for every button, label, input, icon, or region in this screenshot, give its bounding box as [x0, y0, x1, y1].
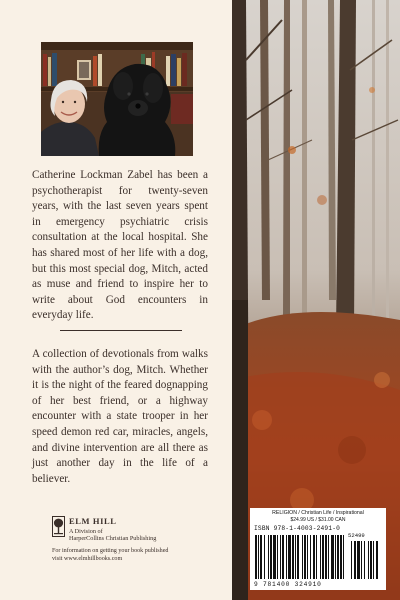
publisher-name: ELM HILL	[69, 516, 117, 526]
author-photo	[41, 42, 193, 156]
publisher-website[interactable]: visit www.elmhillbooks.com	[52, 556, 123, 562]
author-bio: Catherine Lockman Zabel has been a psychotherapist for twenty-seven years, with the last seven years spent in emergency psychiatric crisis consultation at the local hospital. She has shared most of her life with a dog, but this most special dog, Mitch, acted as muse and friend to inspire her to write about God encounters in everyday life.	[32, 169, 208, 322]
barcode-icon	[255, 535, 381, 581]
publisher-parent: HarperCollins Christian Publishing	[69, 535, 157, 542]
price-addon-digits: 52499	[348, 532, 365, 539]
book-blurb: A collection of devotionals from walks with the author’s dog, Mitch. Whether it is the night of the feared dognapping of her best friend, or a highway encounter with a state trooper in her speed demon red car, miracles, angels, and divine intervention are all there as just another day in the life of a believer.	[32, 348, 208, 485]
elm-hill-logo	[52, 516, 65, 537]
divider	[60, 330, 182, 331]
barcode-label	[250, 508, 386, 590]
bisac-category: RELIGION / Christian Life / Inspirational	[272, 510, 364, 516]
ean-digits: 9 781400 324910	[254, 581, 322, 588]
isbn-text: ISBN 978-1-4003-2491-0	[254, 525, 341, 532]
publisher-info: For information on getting your book published	[52, 548, 169, 554]
price-text: $24.99 US / $31.00 CAN	[290, 517, 346, 523]
publisher-division: A Division of	[69, 528, 103, 535]
